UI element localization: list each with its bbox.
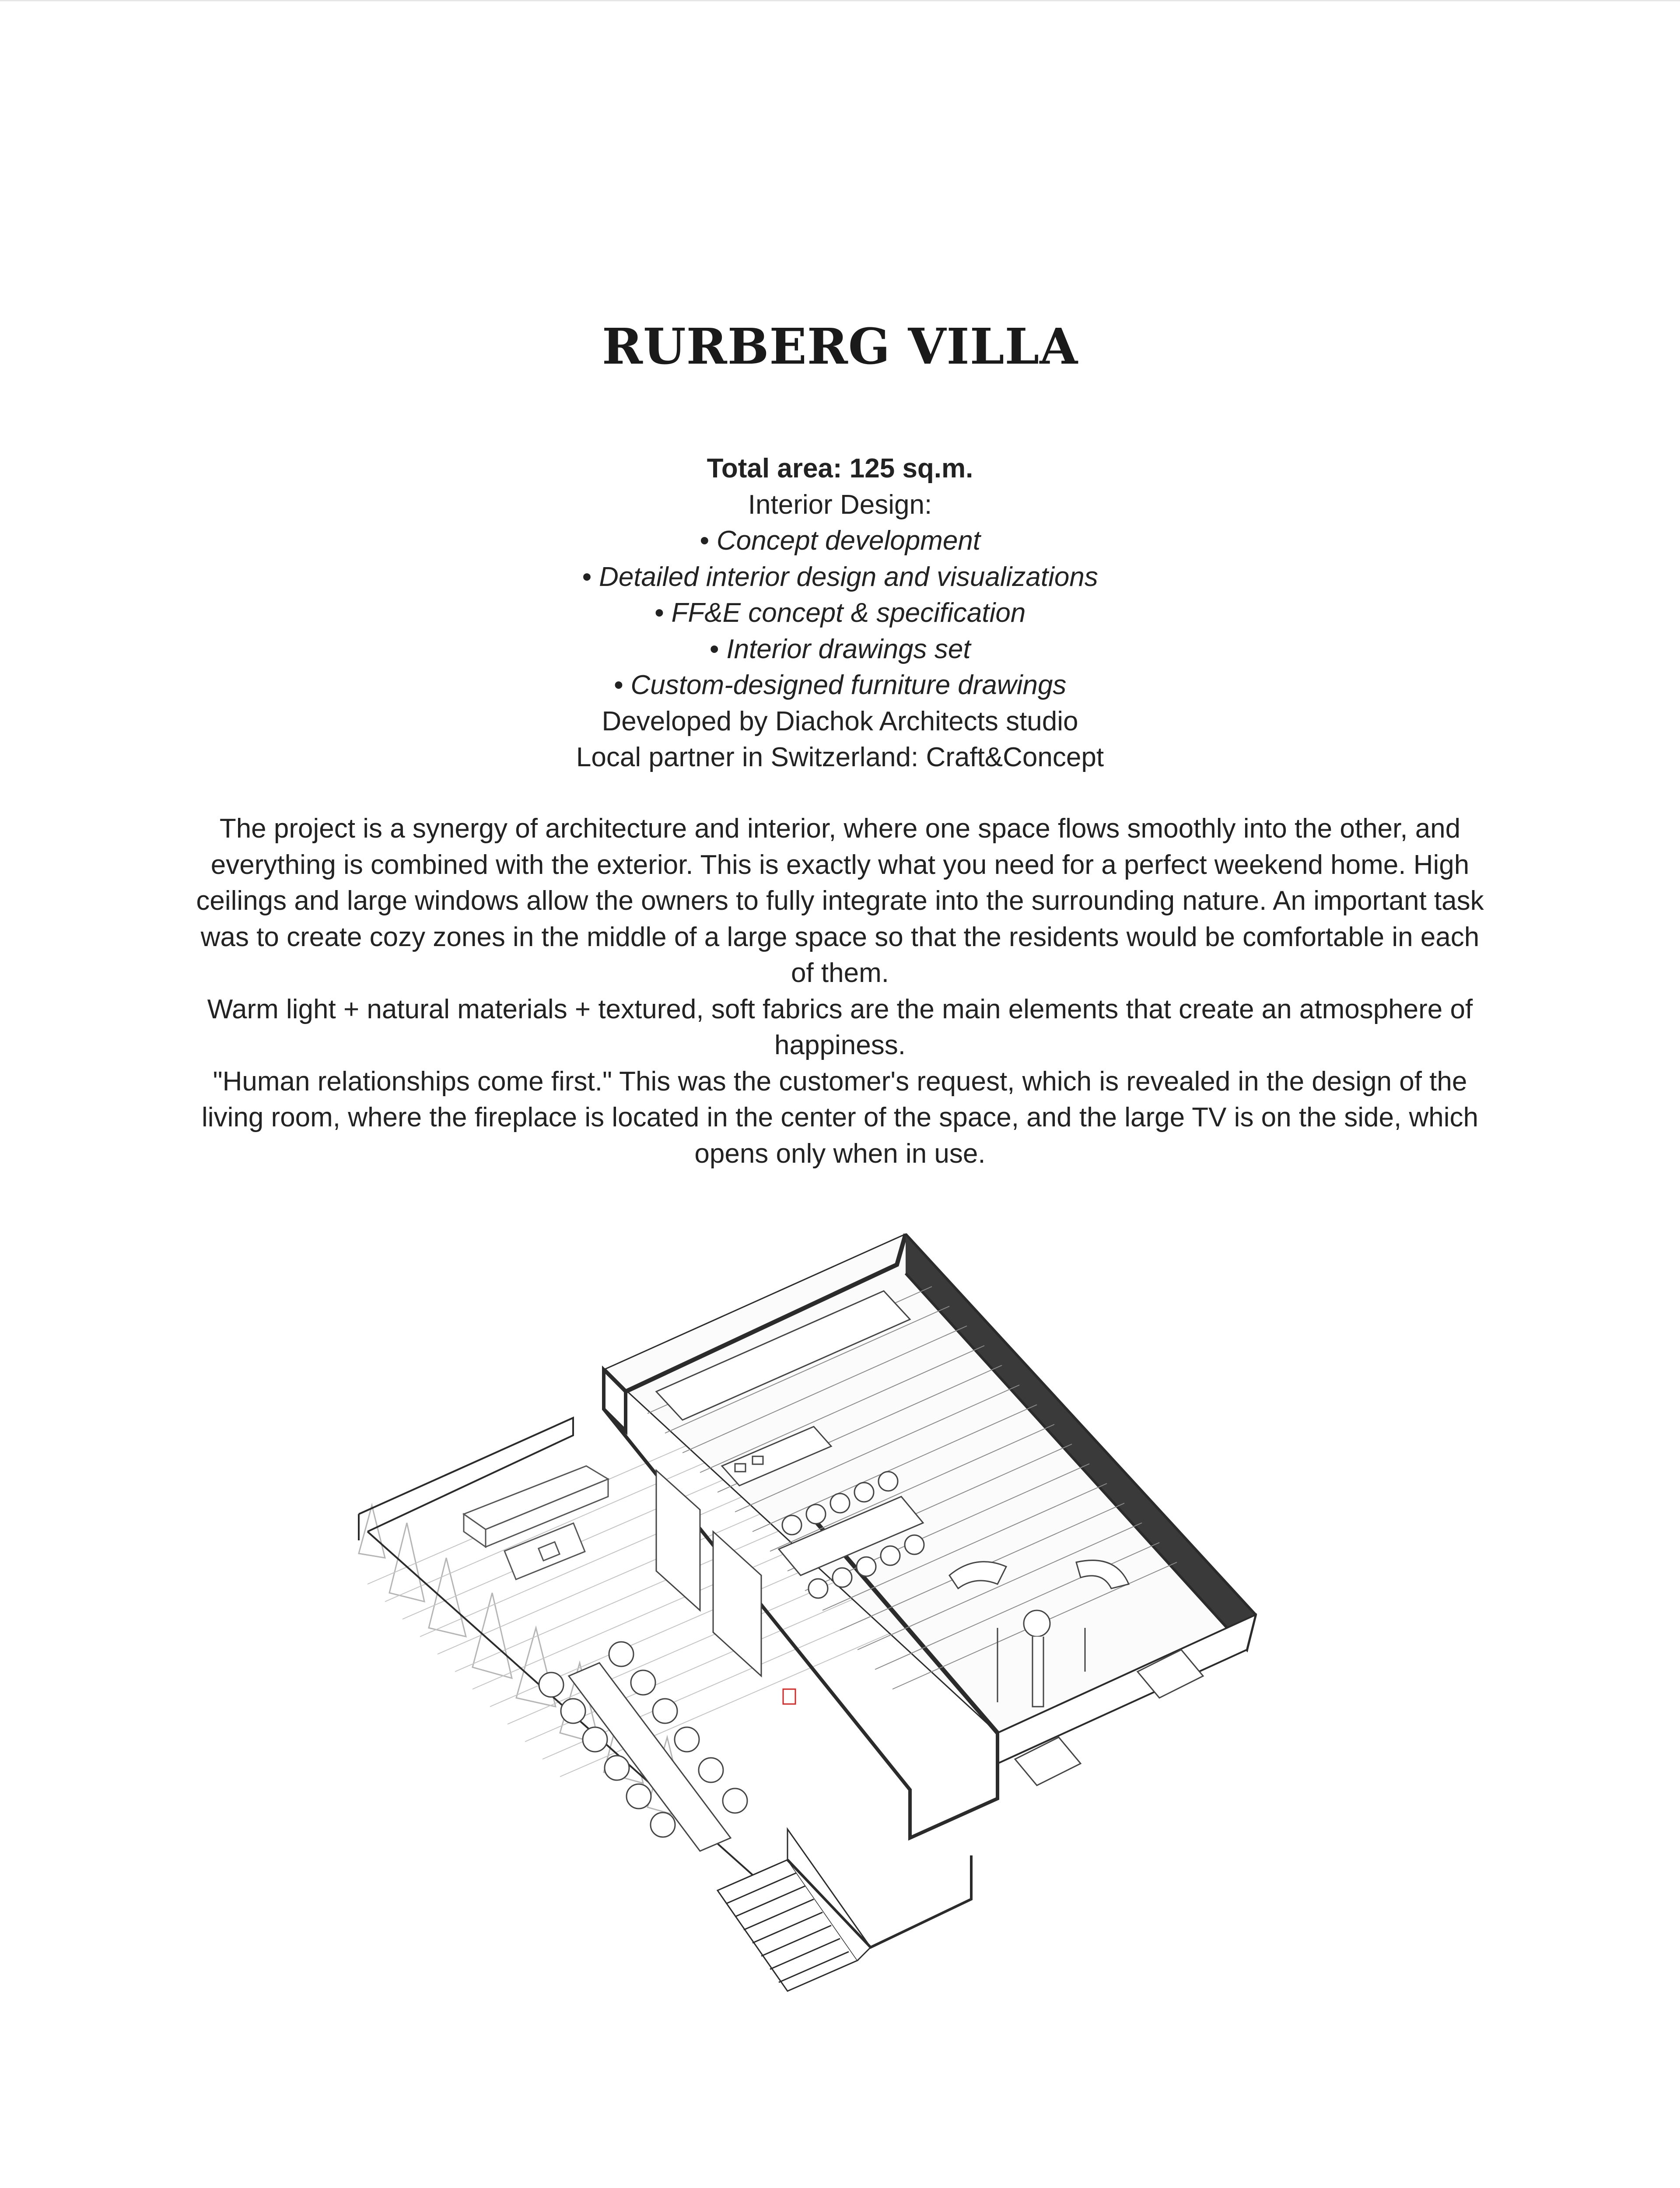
- service-item: • Interior drawings set: [709, 634, 971, 664]
- service-item: • FF&E concept & specification: [654, 598, 1026, 628]
- local-partner: Local partner in Switzerland: Craft&Concept: [576, 742, 1104, 772]
- service-item: • Detailed interior design and visualizations: [582, 561, 1098, 592]
- entry-stairs: [718, 1829, 871, 1991]
- description-paragraph: Warm light + natural materials + textured, soft fabrics are the main elements that create an atmosphere of happiness.: [207, 994, 1473, 1060]
- axonometric-drawing: [341, 1208, 1330, 2065]
- service-item: • Custom-designed furniture drawings: [613, 670, 1067, 700]
- description-paragraph: The project is a synergy of architecture and interior, where one space flows smoothly into the other, and everything is combined with the exterior. This is exactly what you need for a perfect weekend home. High ceilings and large windows allow the owners to fully integrate into the surrounding nature. An important task was to create cozy zones in the middle of a large space so that the residents would be comfortable in each of them.: [196, 813, 1484, 988]
- page-title: RURBERG VILLA: [602, 318, 1078, 375]
- outdoor-dining-table: [539, 1642, 747, 1851]
- project-description: [192, 811, 1488, 1172]
- services-heading: Interior Design:: [748, 489, 932, 520]
- fireplace-accent: [783, 1689, 795, 1704]
- top-border: [0, 0, 1680, 1]
- total-area: Total area: 125 sq.m.: [707, 453, 973, 484]
- description-paragraph: "Human relationships come first." This was the customer's request, which is revealed in the design of the living room, where the fireplace is located in the center of the space, and the large TV is on the side, which opens only when in use.: [202, 1066, 1478, 1169]
- axonometric-house-illustration: [341, 1208, 1330, 2065]
- outdoor-sofa: [464, 1466, 608, 1579]
- developer-credit: Developed by Diachok Architects studio: [602, 706, 1078, 736]
- project-info: [0, 451, 1680, 776]
- service-item: • Concept development: [699, 526, 981, 556]
